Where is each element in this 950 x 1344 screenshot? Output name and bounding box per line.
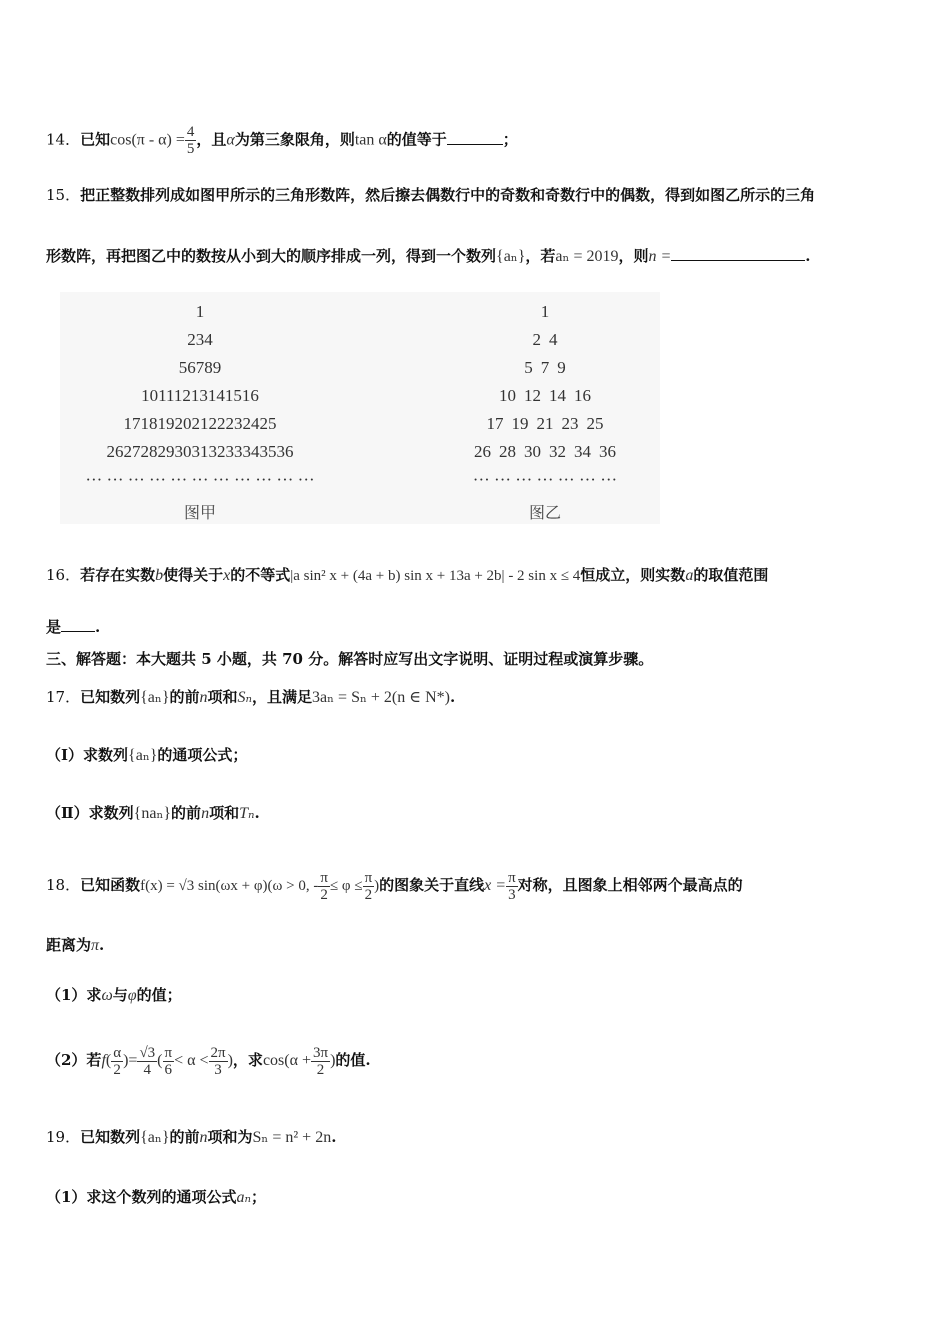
- triangle-row: [425, 410, 665, 438]
- fraction: $\frac{2\pi}{3}$: [210, 1044, 226, 1078]
- text: 项和: [209, 804, 240, 822]
- text: 已知数列: [80, 1128, 141, 1146]
- triangle-number: 12: [173, 386, 191, 405]
- text: 的值；: [136, 986, 182, 1004]
- text: 的通项公式；: [157, 746, 248, 764]
- math-expr: aₙ = 2019: [555, 248, 619, 265]
- text: .: [254, 804, 260, 822]
- text: 的图象关于直线: [379, 876, 485, 894]
- triangle-number: 20: [174, 414, 192, 433]
- fraction: $\frac{√3}{4}$: [139, 1044, 156, 1078]
- answer-blank: [61, 631, 95, 632]
- fraction: $\frac{\pi}{2}$: [364, 869, 373, 903]
- math-expr: α: [226, 131, 235, 149]
- triangle-number: 29: [157, 442, 175, 461]
- fraction: $\frac{3\pi}{2}$: [313, 1044, 329, 1078]
- figure-caption: 图甲: [183, 503, 216, 522]
- triangle-number: 26: [474, 442, 491, 461]
- triangle-number: 2: [187, 330, 196, 349]
- math-expr: Sₙ: [237, 689, 253, 706]
- text: 是: [46, 618, 62, 636]
- text: 的取值范围: [693, 566, 769, 584]
- triangle-row: [425, 382, 665, 410]
- text: 的前: [169, 688, 200, 706]
- triangle-number: 17: [486, 414, 504, 433]
- triangle-number: 36: [599, 442, 616, 461]
- math-expr: n: [201, 805, 210, 822]
- math-expr: (ω > 0, -: [267, 878, 319, 894]
- text: ，求: [232, 1051, 263, 1069]
- triangle-number: 32: [549, 442, 566, 461]
- fraction: $\frac{\alpha}{2}$: [113, 1044, 122, 1078]
- text: （1）求: [46, 986, 102, 1004]
- triangle-number: 5: [524, 358, 533, 377]
- math-expr: a: [685, 567, 694, 584]
- triangle-number: 25: [259, 414, 277, 433]
- triangle-number: 24: [242, 414, 260, 433]
- math-expr: ≤ φ ≤: [329, 878, 363, 894]
- math-expr: cos(π - α) =: [110, 131, 185, 149]
- math-expr: α +: [289, 1052, 311, 1069]
- triangle-number: 36: [276, 442, 294, 461]
- triangle-number: 19: [511, 414, 529, 433]
- question-number: 19．: [46, 1128, 81, 1146]
- math-expr: ): [374, 878, 380, 894]
- triangle-number: 7: [540, 358, 550, 377]
- fraction: $\frac{4}{5}$: [186, 124, 195, 157]
- triangle-number: 7: [195, 358, 205, 377]
- triangle-number: 6: [187, 358, 196, 377]
- triangle-number: 35: [259, 442, 277, 461]
- text: 项和为: [207, 1128, 253, 1146]
- text: 对称，且图象上相邻两个最高点的: [517, 876, 743, 894]
- question-18-part1: [46, 984, 910, 1007]
- text: ，且满足: [252, 688, 313, 706]
- triangle-number: 1: [195, 302, 205, 321]
- math-expr: cos: [262, 1052, 285, 1069]
- triangle-row: [425, 354, 665, 382]
- text: ；: [250, 1188, 266, 1206]
- text: 形数阵，再把图乙中的数按从小到大的顺序排成一列，得到一个数列: [46, 247, 497, 265]
- math-expr: {naₙ}: [133, 805, 172, 822]
- text: 的前: [171, 804, 202, 822]
- triangle-number: 28: [499, 442, 516, 461]
- triangle-number: 21: [536, 414, 554, 433]
- question-number: 18．: [46, 876, 81, 894]
- triangle-number: 26: [106, 442, 124, 461]
- question-15-line1: [46, 184, 910, 206]
- math-expr: < α <: [174, 1052, 209, 1069]
- triangle-number: 3: [195, 330, 205, 349]
- math-expr: f: [101, 1052, 106, 1069]
- triangle-number: 33: [225, 442, 243, 461]
- fraction: $\frac{\pi}{3}$: [508, 869, 516, 903]
- dots-row: ··· ··· ··· ··· ··· ··· ···: [472, 470, 618, 489]
- text: .: [805, 247, 811, 265]
- triangle-number: 23: [225, 414, 243, 433]
- question-17-part2: [46, 802, 910, 825]
- triangle-number: 9: [212, 358, 222, 377]
- math-expr: tan α: [354, 131, 387, 149]
- question-number: 16．: [46, 566, 81, 584]
- triangle-row: [60, 298, 340, 326]
- question-14: [46, 124, 910, 157]
- triangle-number: 31: [191, 442, 209, 461]
- triangle-number: 11: [158, 386, 174, 405]
- triangle-number: 5: [178, 358, 188, 377]
- question-19: [46, 1126, 910, 1149]
- fraction: $\frac{\pi}{6}$: [164, 1044, 173, 1078]
- math-expr: {aₙ}: [140, 1129, 170, 1146]
- question-16-line2: [46, 616, 910, 638]
- text: 恒成立，则实数: [580, 566, 686, 584]
- text: （1）求这个数列的通项公式: [46, 1188, 237, 1206]
- math-expr: n: [199, 1129, 208, 1146]
- triangle-number: 32: [208, 442, 226, 461]
- triangle-number: 30: [524, 442, 541, 461]
- text: 的值等于: [386, 130, 447, 149]
- text: ，且: [196, 130, 227, 149]
- math-expr: Sₙ = n² + 2n: [252, 1129, 332, 1146]
- triangle-row: [60, 354, 340, 382]
- question-18-line2: [46, 934, 910, 957]
- text: 的前: [169, 1128, 200, 1146]
- dots-row: ··· ··· ··· ··· ··· ··· ··· ··· ··· ··· ···: [85, 470, 315, 489]
- math-expr: {aₙ}: [496, 248, 526, 265]
- question-number: 14．: [46, 130, 81, 149]
- math-expr: b: [155, 567, 164, 584]
- triangle-yi: [425, 298, 665, 523]
- text: （Ⅱ）求数列: [46, 804, 134, 822]
- triangle-number: 28: [140, 442, 158, 461]
- fraction: $\frac{\pi}{2}$: [320, 869, 328, 903]
- answer-blank: [447, 144, 503, 145]
- triangle-number: 30: [174, 442, 192, 461]
- triangle-number: 23: [561, 414, 579, 433]
- text: .: [449, 688, 456, 706]
- math-expr: n =: [648, 248, 672, 265]
- triangle-number: 14: [549, 386, 566, 405]
- triangle-number: 9: [557, 358, 566, 377]
- triangle-number: 17: [123, 414, 141, 433]
- triangle-number: 4: [549, 330, 558, 349]
- text: 为第三象限角，则: [234, 130, 355, 149]
- question-number: 15．: [46, 186, 81, 204]
- text: 已知函数: [80, 876, 141, 894]
- triangle-number: 16: [241, 386, 259, 405]
- math-expr: f(x) = √3 sin(ωx + φ): [140, 878, 268, 894]
- triangle-row: [425, 438, 665, 466]
- triangle-number: 2: [532, 330, 541, 349]
- triangle-number: 4: [204, 330, 213, 349]
- triangle-row: [60, 326, 340, 354]
- text: （Ⅰ）求数列: [46, 746, 129, 764]
- question-17-part1: [46, 744, 910, 767]
- triangle-number: 10: [141, 386, 159, 405]
- math-expr: ω: [101, 987, 113, 1004]
- triangle-number: 18: [140, 414, 158, 433]
- triangle-row: [60, 382, 340, 410]
- question-18-part2: （2）若f( $\frac{\alpha}{2}$ )= $\frac{√3}{4}$ ( $\frac{\pi}{6}$ < α < $\frac{2\pi}{3}$ )，求cos(α + $\frac{3\pi}{2}$ )的值.: [46, 1044, 371, 1078]
- text: 的不等式: [230, 566, 291, 584]
- math-expr: x =: [484, 877, 507, 894]
- triangle-number: 14: [207, 386, 225, 405]
- text: 与: [112, 986, 128, 1004]
- triangle-number: 34: [574, 442, 591, 461]
- text: 项和: [207, 688, 238, 706]
- triangle-number: 12: [524, 386, 541, 405]
- math-expr: =: [128, 1052, 138, 1069]
- math-expr: aₙ: [236, 1189, 251, 1206]
- triangle-row: [60, 410, 340, 438]
- triangle-jia: [60, 298, 340, 523]
- answer-blank: [671, 260, 805, 261]
- text: 距离为: [46, 936, 92, 954]
- text: 若存在实数: [80, 566, 156, 584]
- triangle-number: 15: [224, 386, 242, 405]
- math-expr: {aₙ}: [140, 689, 170, 706]
- text: ，若: [525, 247, 556, 265]
- math-expr: 3aₙ = Sₙ + 2(n ∈ N*): [312, 689, 450, 706]
- math-expr: φ: [127, 987, 137, 1004]
- text: 已知数列: [80, 688, 141, 706]
- figure-caption: 图乙: [528, 503, 561, 522]
- triangle-number: 27: [123, 442, 141, 461]
- question-17: [46, 686, 910, 709]
- question-18-line1: [46, 868, 910, 903]
- triangle-number: 1: [540, 302, 550, 321]
- triangle-number: 13: [190, 386, 208, 405]
- text: .: [99, 936, 105, 954]
- math-expr: n: [199, 689, 208, 706]
- text: .: [331, 1128, 337, 1146]
- triangle-number: 16: [574, 386, 591, 405]
- math-expr: Tₙ: [239, 805, 255, 822]
- math-expr: |a sin² x + (4a + b) sin x + 13a + 2b| - 2 sin x ≤ 4: [290, 568, 581, 584]
- question-19-part1: [46, 1186, 910, 1209]
- text: ；: [502, 130, 518, 149]
- triangle-number: 22: [208, 414, 226, 433]
- text: 把正整数排列成如图甲所示的三角形数阵，然后擦去偶数行中的奇数和奇数行中的偶数，得到如图乙所示的三角: [80, 186, 816, 204]
- question-number: 17．: [46, 688, 81, 706]
- text: .: [95, 618, 101, 636]
- math-expr: {aₙ}: [128, 747, 158, 764]
- triangle-number: 25: [586, 414, 604, 433]
- question-16-line1: [46, 564, 910, 587]
- triangle-number: 19: [157, 414, 175, 433]
- triangle-row: [425, 326, 665, 354]
- triangle-row: [60, 438, 340, 466]
- question-15-line2: [46, 245, 910, 268]
- math-expr: x: [223, 567, 231, 584]
- text: 的值.: [335, 1051, 371, 1069]
- triangle-number: 10: [499, 386, 516, 405]
- text: （2）若: [46, 1051, 102, 1069]
- text: 已知: [80, 130, 111, 149]
- text: 使得关于: [163, 566, 224, 584]
- text: ，则: [618, 247, 649, 265]
- triangle-number: 21: [191, 414, 209, 433]
- math-expr: π: [91, 937, 100, 954]
- number-triangle-figure: [60, 292, 660, 524]
- triangle-row: [425, 298, 665, 326]
- triangle-number: 8: [204, 358, 213, 377]
- triangle-number: 34: [242, 442, 260, 461]
- section-heading: 三、解答题：本大题共 5 小题，共 70 分。解答时应写出文字说明、证明过程或演算步骤。: [46, 650, 654, 668]
